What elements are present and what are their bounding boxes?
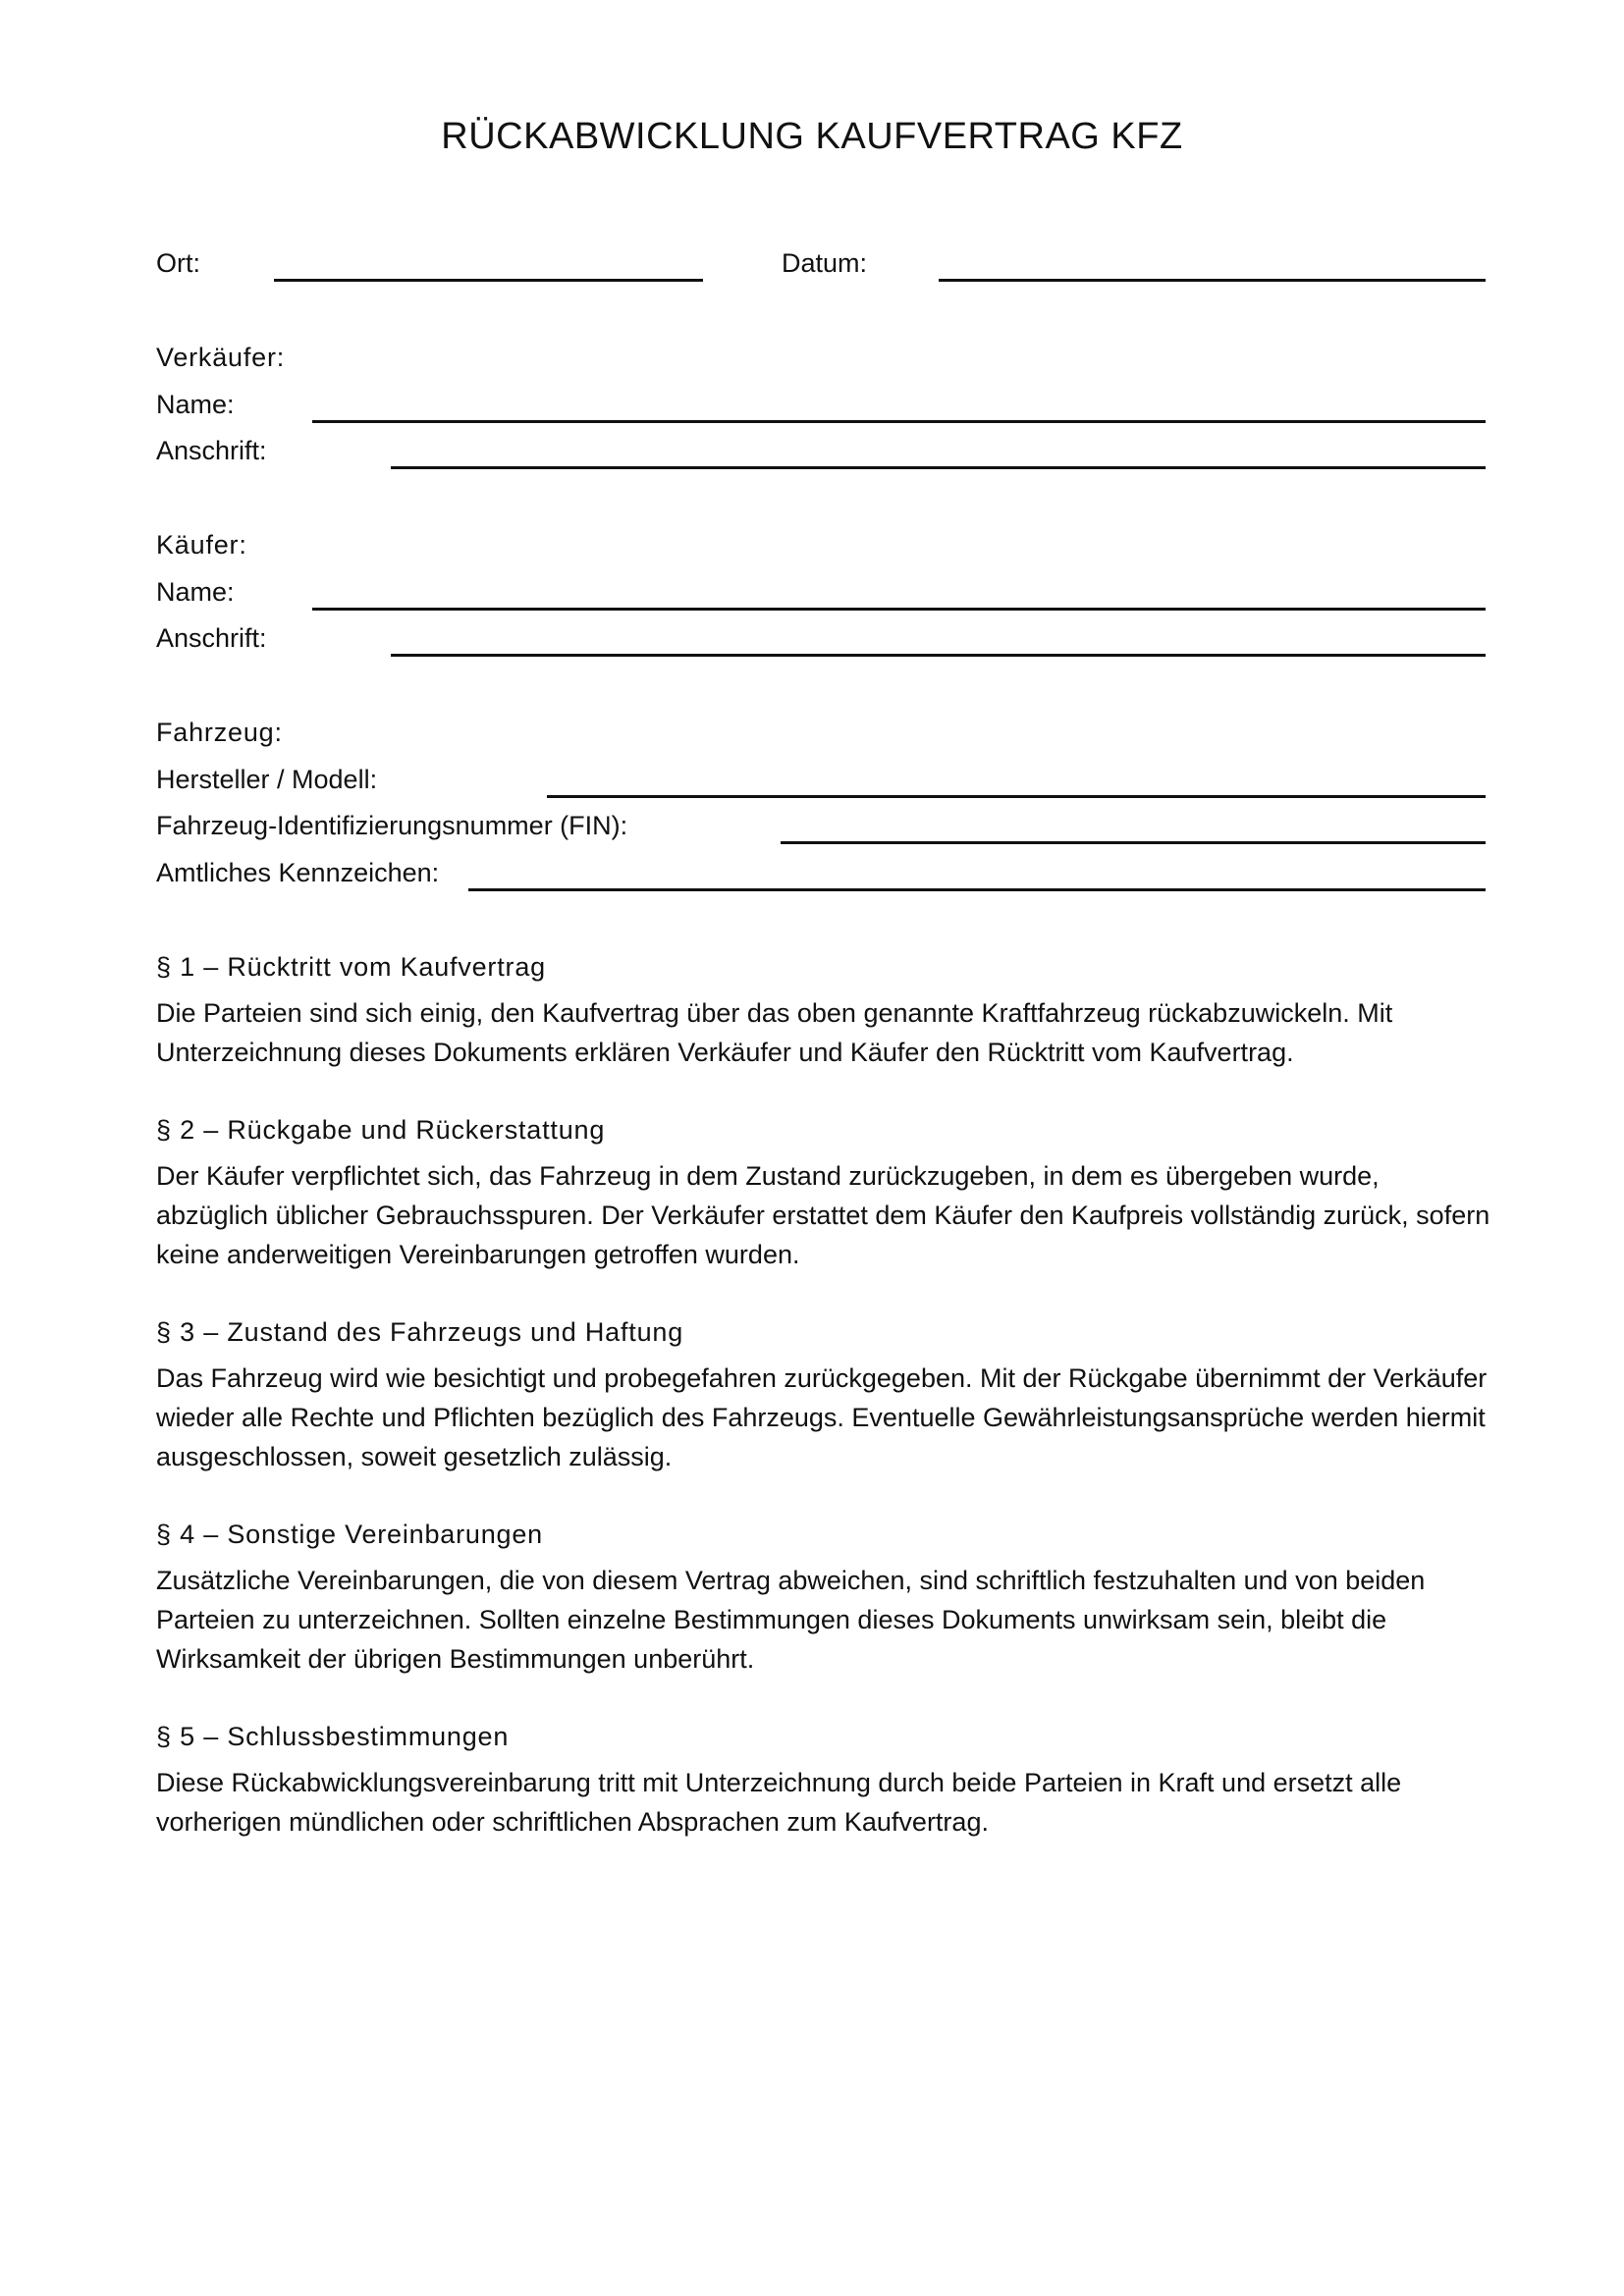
seller-name-field-line[interactable] <box>312 420 1486 423</box>
seller-address-label: Anschrift: <box>156 436 267 465</box>
buyer-address-label: Anschrift: <box>156 623 267 653</box>
ort-field-line[interactable] <box>274 279 703 282</box>
buyer-heading: Käufer: <box>156 530 247 560</box>
section-3-heading: § 3 – Zustand des Fahrzeugs und Haftung <box>156 1317 684 1347</box>
buyer-name-label: Name: <box>156 577 235 607</box>
buyer-address-field-line[interactable] <box>391 654 1486 657</box>
section-3-body: Das Fahrzeug wird wie besichtigt und probegefahren zurückgegeben. Mit der Rückgabe übernimmt der Verkäufer wieder alle Rechte und Pflichten bezüglich des Fahrzeugs. Eventuelle Gewährleistungsansprüche werden hiermit ausgeschlossen, soweit gesetzlich zulässig. <box>156 1363 1488 1471</box>
document-title: RÜCKABWICKLUNG KAUFVERTRAG KFZ <box>441 116 1183 157</box>
vehicle-model-label: Hersteller / Modell: <box>156 765 378 794</box>
vehicle-heading: Fahrzeug: <box>156 718 283 747</box>
section-5-heading: § 5 – Schlussbestimmungen <box>156 1722 510 1751</box>
section-4-heading: § 4 – Sonstige Vereinbarungen <box>156 1520 543 1549</box>
vehicle-plate-field-line[interactable] <box>468 888 1486 891</box>
vehicle-model-field-line[interactable] <box>547 795 1486 798</box>
ort-label: Ort: <box>156 248 200 278</box>
vehicle-fin-label: Fahrzeug-Identifizierungsnummer (FIN): <box>156 811 628 840</box>
section-2-body: Der Käufer verpflichtet sich, das Fahrzeug in dem Zustand zurückzugeben, in dem es übergeben wurde, abzüglich üblicher Gebrauchsspuren. Der Verkäufer erstattet dem Käufer den Kaufpreis vollständig zurück, sofern keine anderweitigen Vereinbarungen getroffen wurden. <box>156 1161 1490 1269</box>
section-1-body: Die Parteien sind sich einig, den Kaufvertrag über das oben genannte Kraftfahrzeug rückabzuwickeln. Mit Unterzeichnung dieses Dokuments erklären Verkäufer und Käufer den Rücktritt vom Kaufvertrag. <box>156 998 1393 1067</box>
seller-name-label: Name: <box>156 390 235 419</box>
section-2-heading: § 2 – Rückgabe und Rückerstattung <box>156 1115 606 1145</box>
section-5-body: Diese Rückabwicklungsvereinbarung tritt mit Unterzeichnung durch beide Parteien in Kraft und ersetzt alle vorherigen mündlichen oder schriftlichen Absprachen zum Kaufvertrag. <box>156 1768 1402 1837</box>
datum-label: Datum: <box>782 248 868 278</box>
seller-address-field-line[interactable] <box>391 466 1486 469</box>
section-1-heading: § 1 – Rücktritt vom Kaufvertrag <box>156 952 546 982</box>
datum-field-line[interactable] <box>939 279 1486 282</box>
seller-heading: Verkäufer: <box>156 343 286 372</box>
vehicle-plate-label: Amtliches Kennzeichen: <box>156 858 440 887</box>
buyer-name-field-line[interactable] <box>312 608 1486 611</box>
section-4-body: Zusätzliche Vereinbarungen, die von diesem Vertrag abweichen, sind schriftlich festzuhalten und von beiden Parteien zu unterzeichnen. Sollten einzelne Bestimmungen dieses Dokuments unwirksam sein, bleibt die Wirksamkeit der übrigen Bestimmungen unberührt. <box>156 1566 1426 1674</box>
vehicle-fin-field-line[interactable] <box>781 841 1486 844</box>
